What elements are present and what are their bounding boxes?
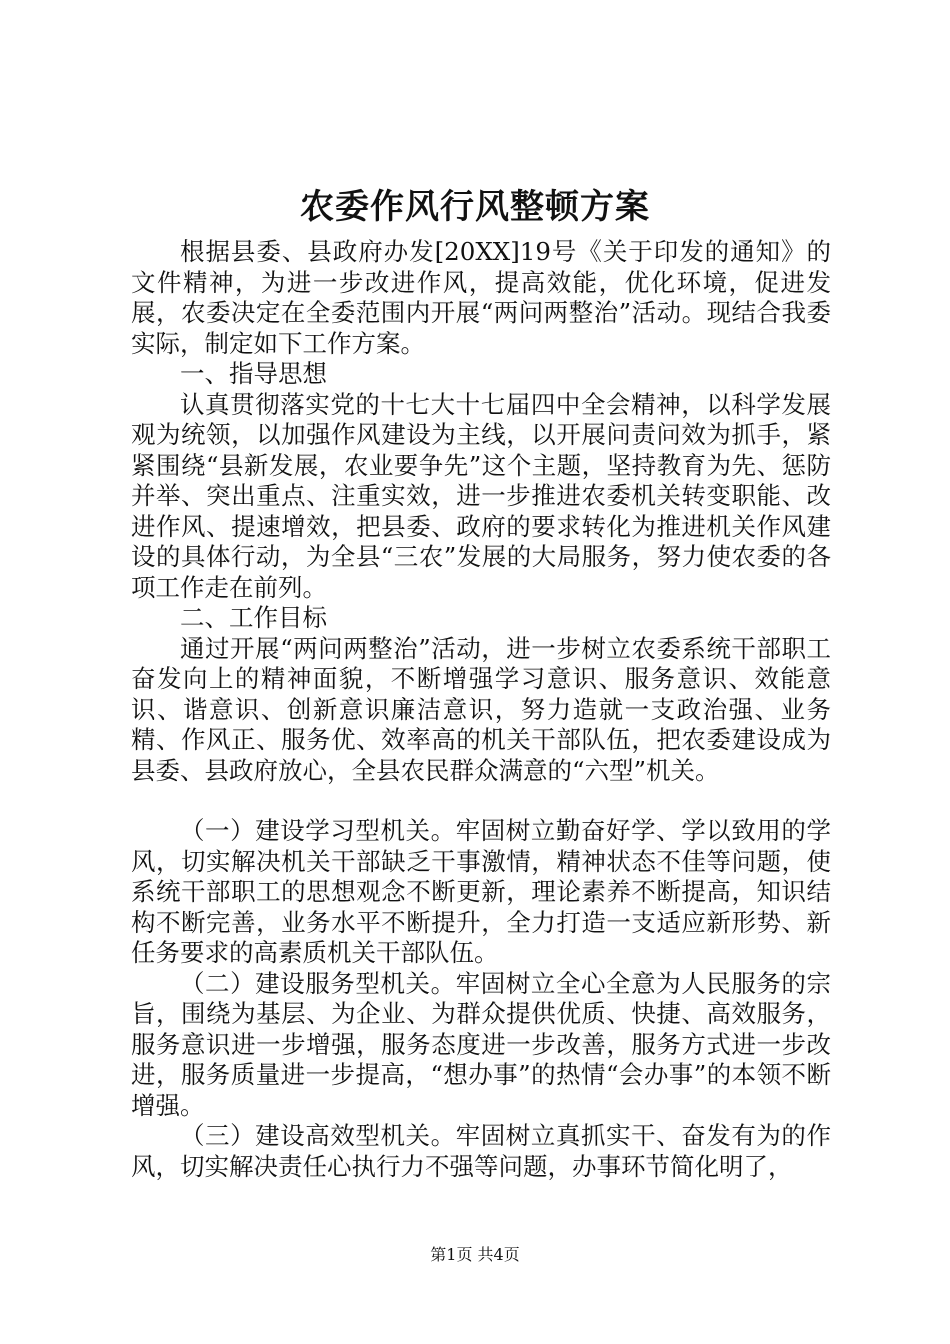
- guiding-ideology-paragraph: 认真贯彻落实党的十七大十七届四中全会精神，以科学发展观为统领，以加强作风建设为主线，以开展问责问效为抓手，紧紧围绕“县新发展，农业要争先”这个主题，坚持教育为先、惩防并举、突出重点、注重实效，进一步推进农委机关转变职能、改进作风、提速增效，把县委、政府的要求转化为推进机关作风建设的具体行动，为全县“三农”发展的大局服务，努力使农委的各项工作走在前列。: [131, 389, 831, 602]
- section-heading-guiding-ideology: 一、指导思想: [180, 359, 327, 388]
- paragraph-spacer: [131, 786, 831, 816]
- intro-paragraph: 根据县委、县政府办发[20XX]19号《关于印发的通知》的文件精神，为进一步改进作风，提高效能，优化环境，促进发展，农委决定在全委范围内开展“两问两整治”活动。现结合我委实际，制定如下工作方案。: [131, 237, 831, 358]
- list-item-learning-organ: （一）建设学习型机关。牢固树立勤奋好学、学以致用的学风，切实解决机关干部缺乏干事激情，精神状态不佳等问题，使系统干部职工的思想观念不断更新，理论素养不断提高，知识结构不断完善，业务水平不断提升，全力打造一支适应新形势、新任务要求的高素质机关干部队伍。: [131, 816, 831, 967]
- section-heading-work-goals: 二、工作目标: [180, 603, 327, 632]
- work-goals-paragraph: 通过开展“两问两整治”活动，进一步树立农委系统干部职工奋发向上的精神面貌，不断增强学习意识、服务意识、效能意识、谐意识、创新意识廉洁意识，努力造就一支政治强、业务精、作风正、服务优、效率高的机关干部队伍，把农委建设成为县委、县政府放心，全县农民群众满意的“六型”机关。: [131, 633, 831, 785]
- list-item-efficient-organ: （三）建设高效型机关。牢固树立真抓实干、奋发有为的作风，切实解决责任心执行力不强等问题，办事环节简化明了，: [131, 1121, 831, 1181]
- page-footer: 第1页 共4页: [430, 1245, 520, 1264]
- document-title: 农委作风行风整顿方案: [300, 187, 650, 227]
- document-body: [131, 237, 831, 1182]
- list-item-service-organ: （二）建设服务型机关。牢固树立全心全意为人民服务的宗旨，围绕为基层、为企业、为群众提供优质、快捷、高效服务，服务意识进一步增强，服务态度进一步改善，服务方式进一步改进，服务质量进一步提高，“想办事”的热情“会办事”的本领不断增强。: [131, 968, 831, 1120]
